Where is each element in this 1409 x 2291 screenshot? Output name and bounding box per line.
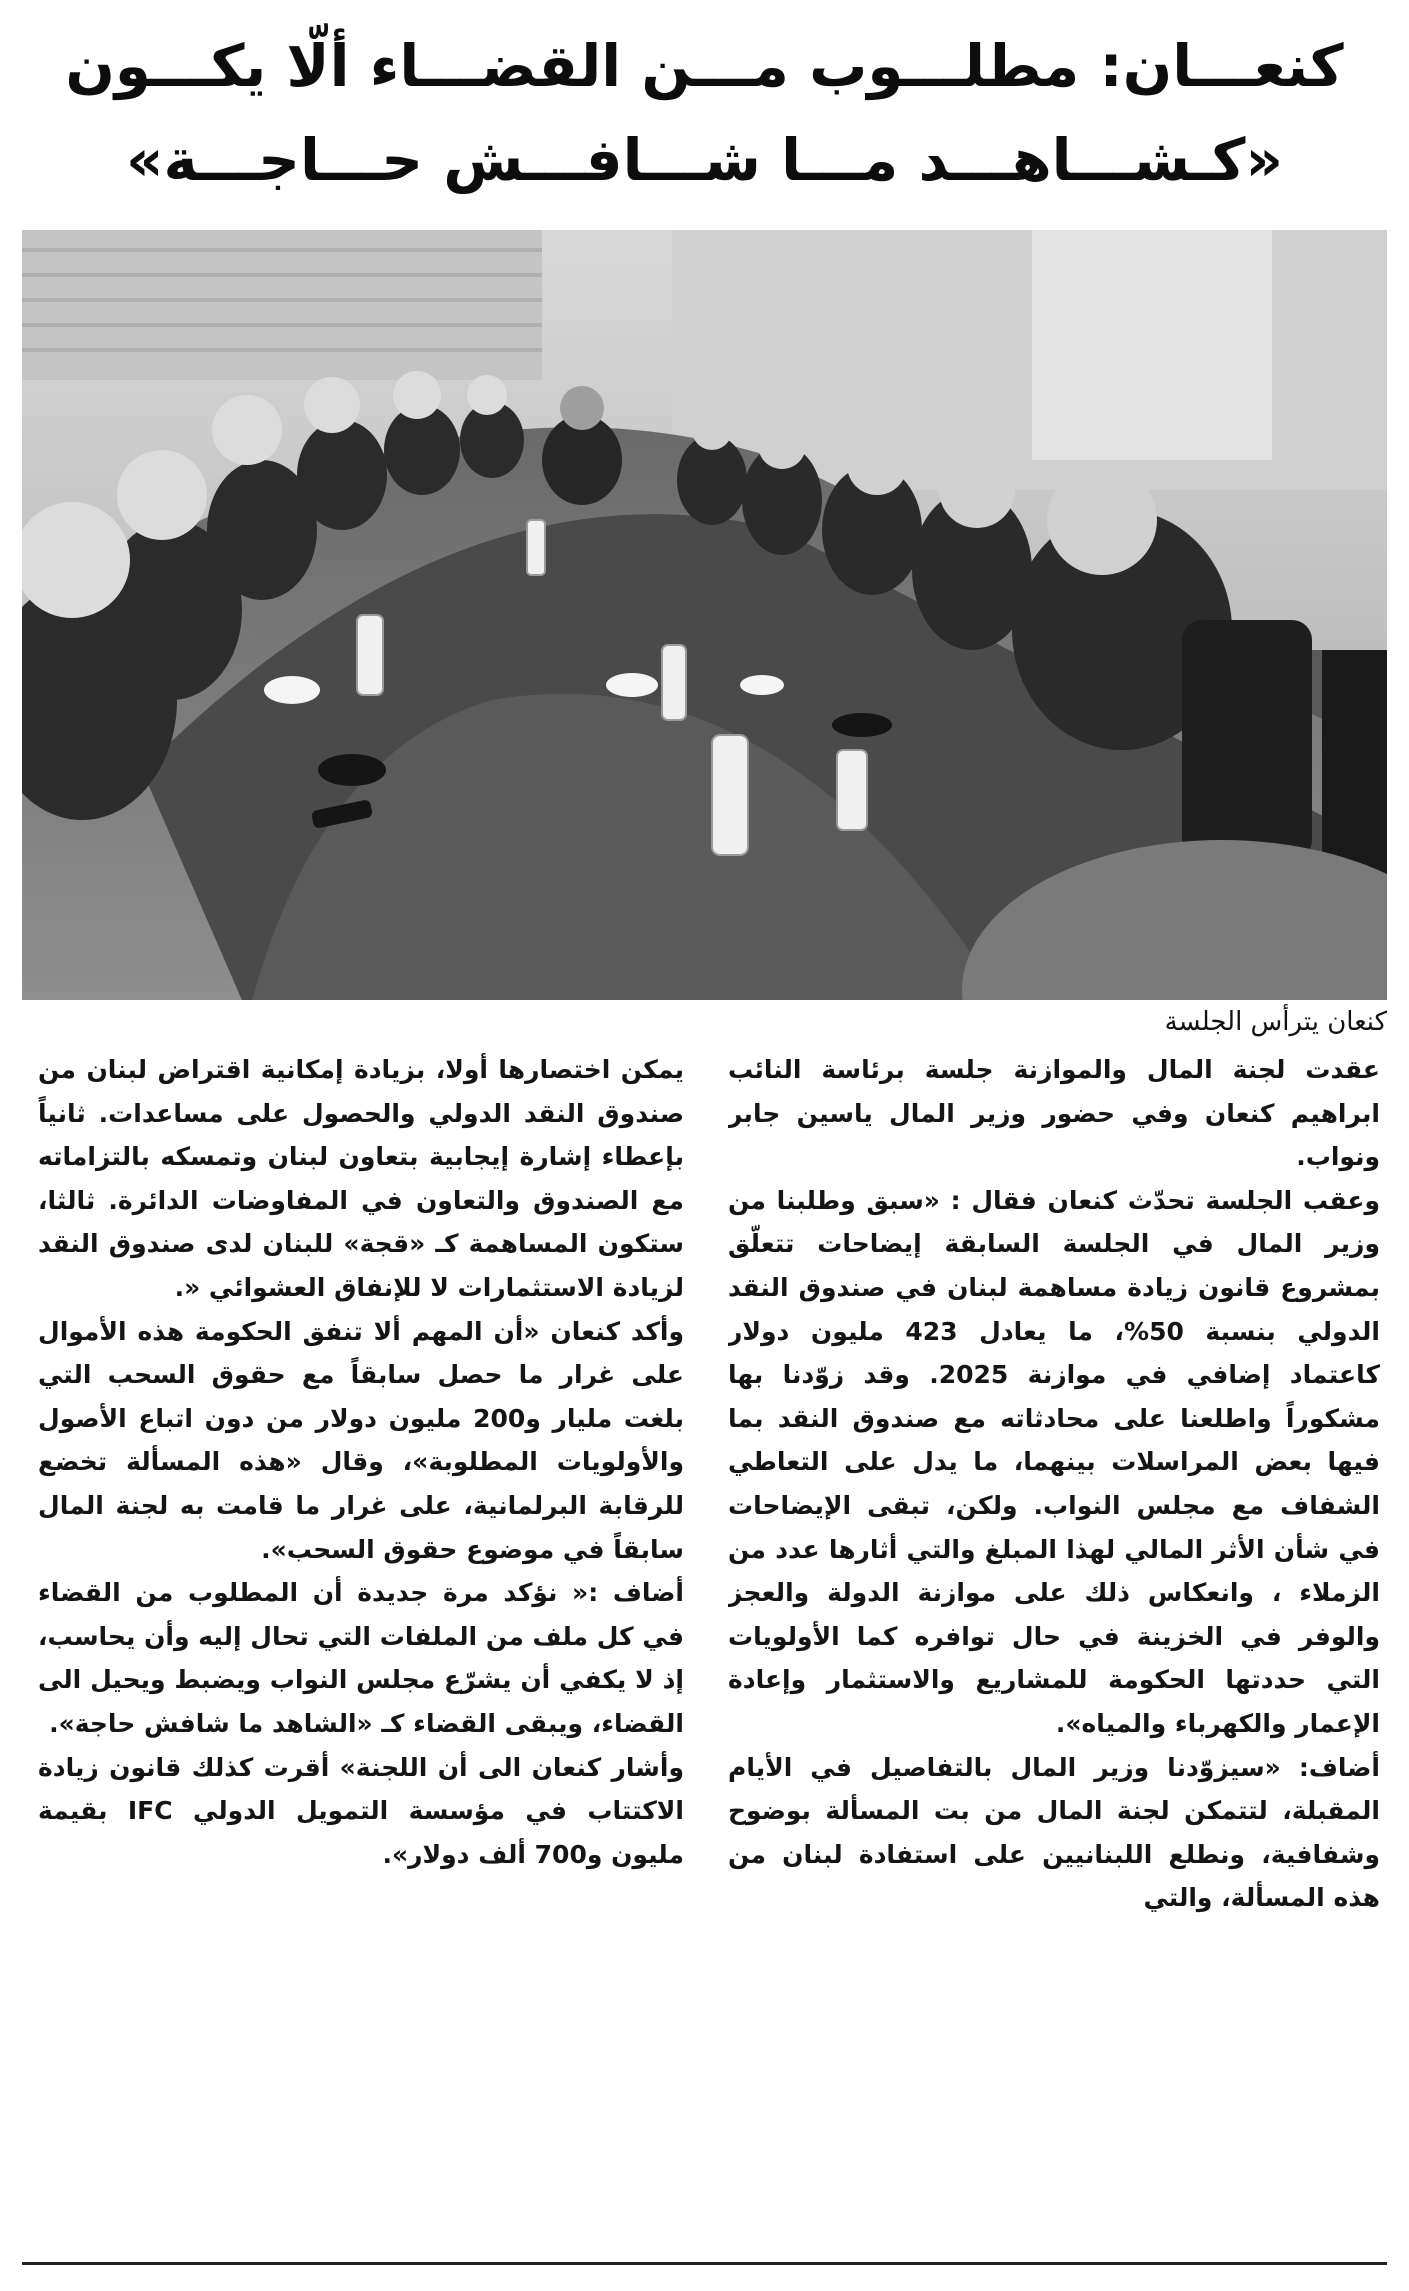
meeting-photo [22, 230, 1387, 1000]
paragraph: وأكد كنعان «أن المهم ألا تنفق الحكومة هذه الأموال على غرار ما حصل سابقاً مع حقوق السحب التي بلغت مليار و200 مليون دولار من دون اتباع الأصول والأولويات المطلوبة»، وقال «هذه المسألة تخضع للرقابة البرلمانية، على غرار ما قامت به لجنة المال سابقاً في موضوع حقوق السحب». [38, 1316, 684, 1564]
article-column-left [38, 1048, 684, 2228]
paragraph: عقدت لجنة المال والموازنة جلسة برئاسة النائب ابراهيم كنعان وفي حضور وزير المال ياسين جابر ونواب. [728, 1055, 1380, 1172]
paragraph: يمكن اختصارها أولا، بزيادة إمكانية اقتراض لبنان من صندوق النقد الدولي والحصول على مساعدات. ثانياً بإعطاء إشارة إيجابية بتعاون لبنان وتمسكه بالتزاماته مع الصندوق والتعاون في المفاوضات الدائرة. ثالثا، ستكون المساهمة كـ «قجة» للبنان لدى صندوق النقد لزيادة الاستثمارات لا للإنفاق العشوائي «. [38, 1055, 684, 1302]
headline-line-1: كنعـــان: مطلـــوب مـــن القضـــاء ألّا يكـــون [65, 32, 1344, 100]
meeting-photo-icon [22, 230, 1387, 1000]
paragraph: أضاف :« نؤكد مرة جديدة أن المطلوب من القضاء في كل ملف من الملفات التي تحال إليه وأن يحاسب، إذ لا يكفي أن يشرّع مجلس النواب ويضبط ويحيل الى القضاء، ويبقى القضاء كـ «الشاهد ما شافش حاجة». [38, 1578, 684, 1738]
bottom-divider [22, 2262, 1387, 2265]
headline-line-2: «كـشـــاهـــد مـــا شـــافـــش حـــاجـــة» [126, 126, 1283, 194]
paragraph: وعقب الجلسة تحدّث كنعان فقال : «سبق وطلبنا من وزير المال في الجلسة السابقة إيضاحات تتعلّق بمشروع قانون زيادة مساهمة لبنان في صندوق النقد الدولي بنسبة 50%، ما يعادل 423 مليون دولار كاعتماد إضافي في موازنة 2025. وقد زوّدنا بها مشكوراً واطلعنا على محادثاته مع صندوق النقد بما فيها بعض المراسلات بينهما، ما يدل على التعاطي الشفاف مع مجلس النواب. ولكن، تبقى الإيضاحات في شأن الأثر المالي لهذا المبلغ والتي أثارها عدد من الزملاء ، وانعكاس ذلك على موازنة الدولة والعجز والوفر في الخزينة في حال توافره كما الأولويات التي حددتها الحكومة للمشاريع والاستثمار وإعادة الإعمار والكهرباء والمياه». [728, 1185, 1380, 1738]
paragraph: وأشار كنعان الى أن اللجنة» أقرت كذلك قانون زيادة الاكتتاب في مؤسسة التمويل الدولي IFC بقيمة مليون و700 ألف دولار». [38, 1752, 684, 1869]
photo-caption: كنعان يترأس الجلسة [1164, 1007, 1387, 1037]
article-column-right [728, 1048, 1380, 2228]
paragraph: أضاف: «سيزوّدنا وزير المال بالتفاصيل في الأيام المقبلة، لتتمكن لجنة المال من بت المسألة بوضوح وشفافية، ونطلع اللبنانيين على استفادة لبنان من هذه المسألة، والتي [728, 1752, 1380, 1913]
